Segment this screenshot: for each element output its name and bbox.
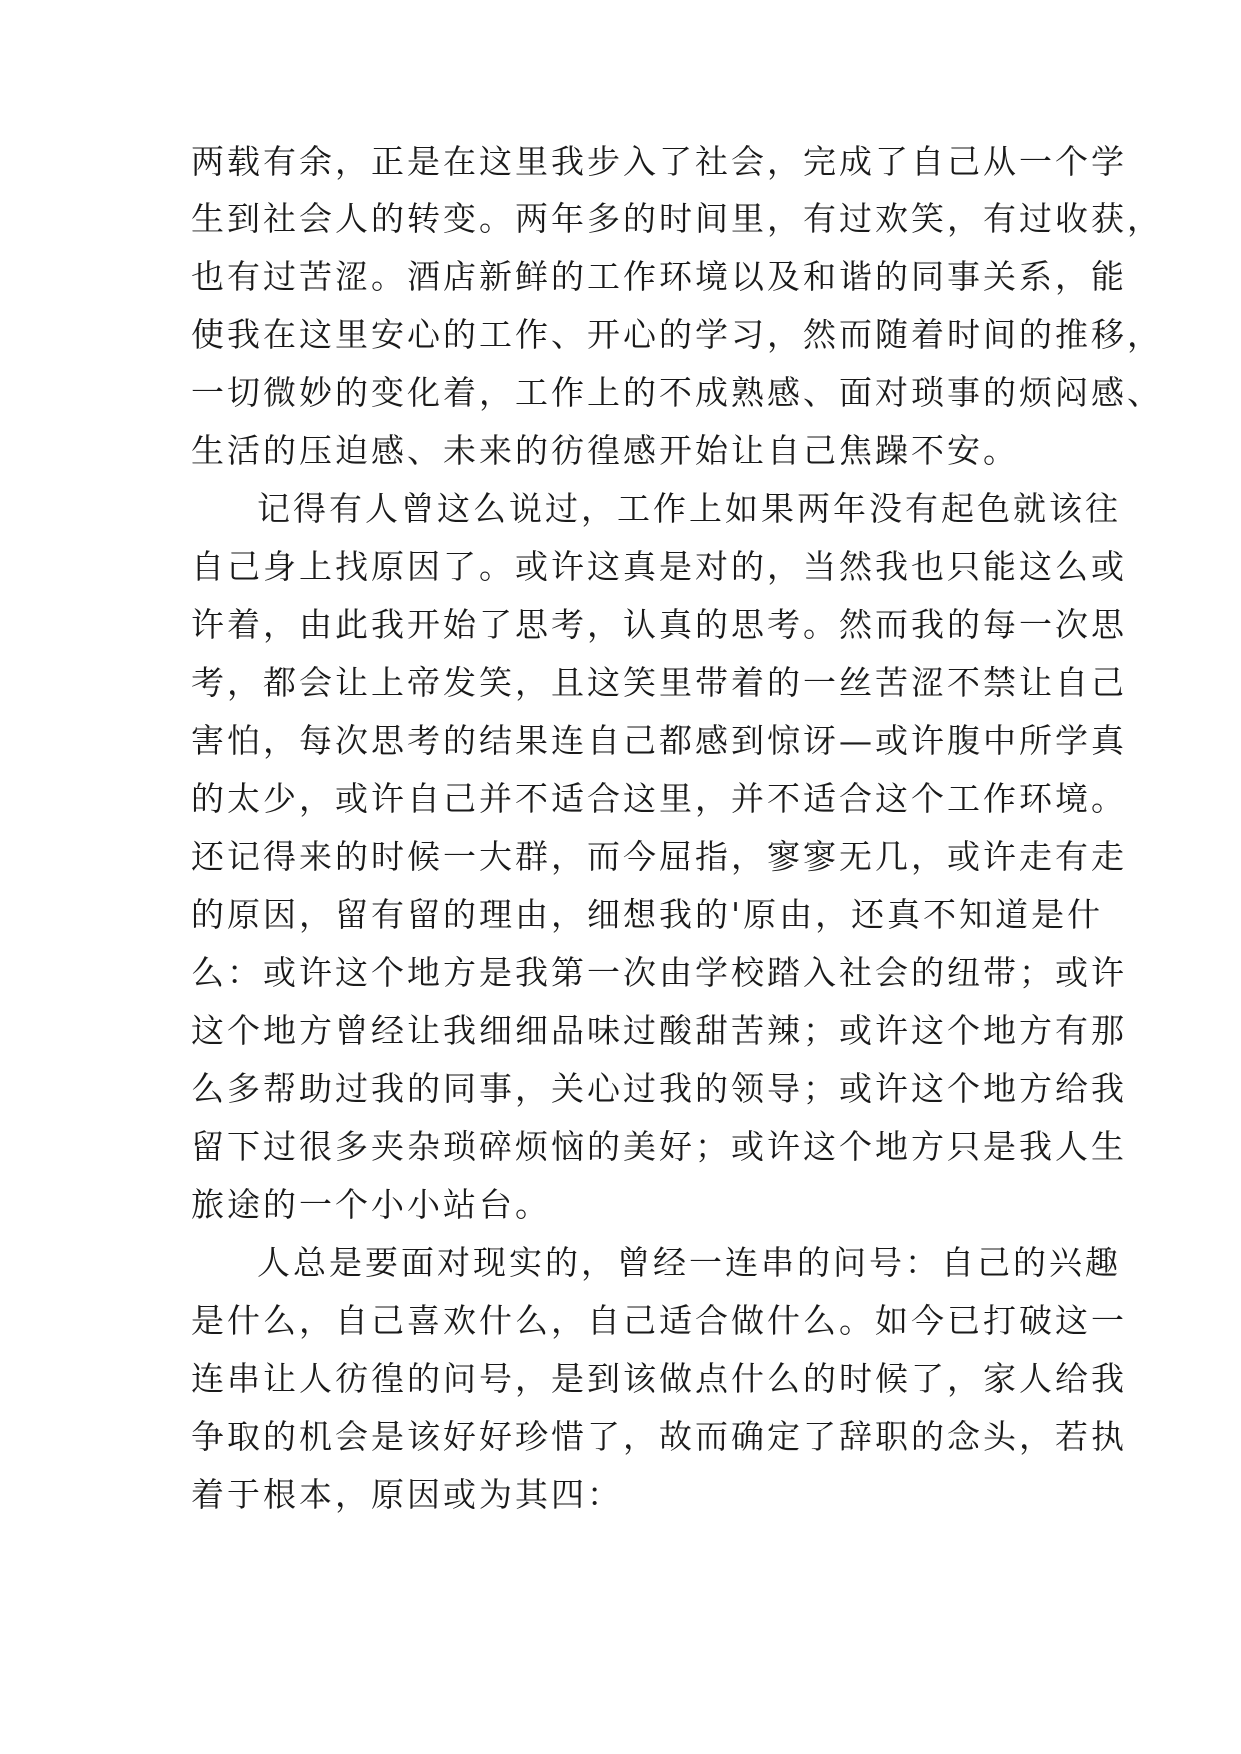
text-line: 旅途的一个小小站台。 <box>191 1185 551 1224</box>
text-line: 这个地方曾经让我细细品味过酸甜苦辣；或许这个地方有那 <box>191 1011 1127 1050</box>
text-line: 么：或许这个地方是我第一次由学校踏入社会的纽带；或许 <box>191 953 1127 992</box>
text-line: 连串让人彷徨的问号，是到该做点什么的时候了，家人给我 <box>191 1359 1127 1398</box>
text-line: 也有过苦涩。酒店新鲜的工作环境以及和谐的同事关系，能 <box>191 257 1127 296</box>
paragraph-first-line: 记得有人曾这么说过，工作上如果两年没有起色就该往 <box>257 489 1121 528</box>
text-line: 的太少，或许自己并不适合这里，并不适合这个工作环境。 <box>191 779 1127 818</box>
text-line: 使我在这里安心的工作、开心的学习，然而随着时间的推移， <box>191 315 1163 354</box>
text-line: 两载有余，正是在这里我步入了社会，完成了自己从一个学 <box>191 142 1127 181</box>
text-line: 么多帮助过我的同事，关心过我的领导；或许这个地方给我 <box>191 1069 1127 1108</box>
paragraph-first-line: 人总是要面对现实的，曾经一连串的问号：自己的兴趣 <box>257 1243 1121 1282</box>
text-line: 生活的压迫感、未来的彷徨感开始让自己焦躁不安。 <box>191 431 1019 470</box>
text-line: 害怕，每次思考的结果连自己都感到惊讶—或许腹中所学真 <box>191 721 1127 760</box>
text-line: 一切微妙的变化着，工作上的不成熟感、面对琐事的烦闷感、 <box>191 373 1163 412</box>
text-line: 的原因，留有留的理由，细想我的'原由，还真不知道是什 <box>191 895 1104 934</box>
text-line: 自己身上找原因了。或许这真是对的，当然我也只能这么或 <box>191 547 1127 586</box>
text-line: 留下过很多夹杂琐碎烦恼的美好；或许这个地方只是我人生 <box>191 1127 1127 1166</box>
text-line: 生到社会人的转变。两年多的时间里，有过欢笑，有过收获， <box>191 199 1163 238</box>
text-line: 许着，由此我开始了思考，认真的思考。然而我的每一次思 <box>191 605 1127 644</box>
text-line: 着于根本，原因或为其四： <box>191 1475 623 1514</box>
text-line: 是什么，自己喜欢什么，自己适合做什么。如今已打破这一 <box>191 1301 1127 1340</box>
text-line: 争取的机会是该好好珍惜了，故而确定了辞职的念头，若执 <box>191 1417 1127 1456</box>
text-line: 考，都会让上帝发笑，且这笑里带着的一丝苦涩不禁让自己 <box>191 663 1127 702</box>
text-line: 还记得来的时候一大群，而今屈指，寥寥无几，或许走有走 <box>191 837 1127 876</box>
